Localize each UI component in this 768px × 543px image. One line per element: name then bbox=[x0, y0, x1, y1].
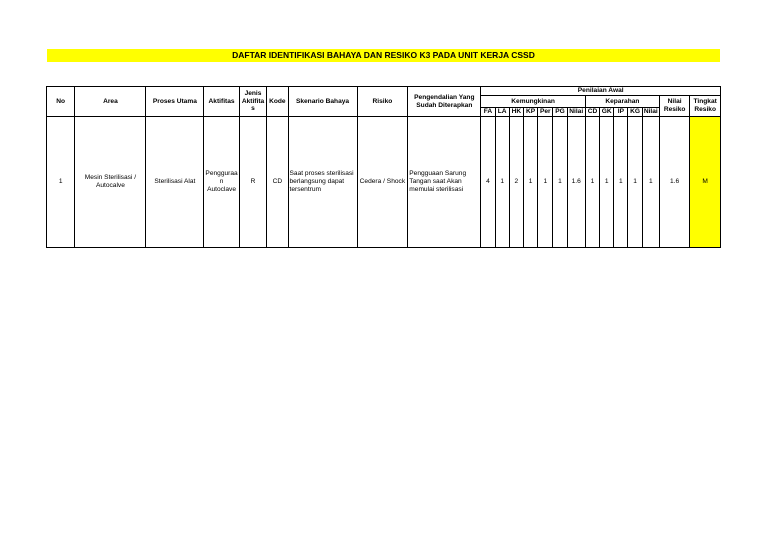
cell-aktifitas: Pengguraa n Autoclave bbox=[204, 117, 240, 248]
cell-nilai-resiko: 1.6 bbox=[659, 117, 689, 248]
header-pg: PG bbox=[553, 108, 567, 117]
cell-nilai-kemungkinan: 1.6 bbox=[567, 117, 585, 248]
cell-jenis-aktifitas: R bbox=[239, 117, 266, 248]
cell-skenario-bahaya: Saat proses sterilisasi berlangsung dapat tersentrum bbox=[288, 117, 357, 248]
header-pengendalian: Pengendalian Yang Sudah Diterapkan bbox=[408, 87, 481, 117]
cell-proses-utama: Sterilisasi Alat bbox=[146, 117, 204, 248]
header-kemungkinan: Kemungkinan bbox=[481, 96, 586, 108]
header-kg: KG bbox=[628, 108, 642, 117]
cell-area: Mesin Sterilisasi / Autocalve bbox=[75, 117, 146, 248]
hazard-risk-table bbox=[46, 86, 721, 248]
header-per: Per bbox=[538, 108, 553, 117]
table-row bbox=[47, 117, 721, 248]
cell-cd: 1 bbox=[585, 117, 599, 248]
cell-ip: 1 bbox=[614, 117, 628, 248]
header-skenario-bahaya: Skenario Bahaya bbox=[288, 87, 357, 117]
cell-risiko: Cedera / Shock bbox=[357, 117, 408, 248]
cell-kg: 1 bbox=[628, 117, 642, 248]
header-proses-utama: Proses Utama bbox=[146, 87, 204, 117]
header-la: LA bbox=[495, 108, 509, 117]
header-penilaian-awal: Penilaian Awal bbox=[481, 87, 721, 96]
header-fa: FA bbox=[481, 108, 495, 117]
header-jenis-aktifitas: Jenis Aktifita s bbox=[239, 87, 266, 117]
header-nilai-kemungkinan: Nilai bbox=[567, 108, 585, 117]
cell-la: 1 bbox=[495, 117, 509, 248]
header-nilai-keparahan: Nilai bbox=[643, 108, 658, 116]
cell-pg: 1 bbox=[553, 117, 567, 248]
cell-nilai-keparahan: 1 bbox=[642, 117, 659, 248]
cell-no: 1 bbox=[47, 117, 75, 248]
cell-tingkat-resiko: M bbox=[690, 117, 721, 248]
header-gk: GK bbox=[600, 108, 614, 117]
cell-gk: 1 bbox=[600, 117, 614, 248]
document-title: DAFTAR IDENTIFIKASI BAHAYA DAN RESIKO K3 PADA UNIT KERJA CSSD bbox=[47, 49, 720, 62]
header-nilai-resiko: Nilai Resiko bbox=[659, 96, 689, 117]
cell-hk: 2 bbox=[509, 117, 523, 248]
header-aktifitas: Aktifitas bbox=[204, 87, 240, 117]
cell-fa: 4 bbox=[481, 117, 495, 248]
header-tingkat-resiko: Tingkat Resiko bbox=[690, 96, 721, 117]
header-hk: HK bbox=[509, 108, 523, 117]
header-kp: KP bbox=[523, 108, 537, 117]
header-no: No bbox=[47, 87, 75, 117]
cell-kode: CD bbox=[267, 117, 288, 248]
header-kode: Kode bbox=[267, 87, 288, 117]
header-cd: CD bbox=[585, 108, 599, 117]
cell-pengendalian: Pengguaan Sarung Tangan saat Akan memulai sterilisasi bbox=[408, 117, 481, 248]
header-keparahan: Keparahan bbox=[585, 96, 659, 108]
header-area: Area bbox=[75, 87, 146, 117]
cell-kp: 1 bbox=[523, 117, 537, 248]
header-ip: IP bbox=[614, 108, 628, 117]
header-risiko: Risiko bbox=[357, 87, 408, 117]
cell-per: 1 bbox=[538, 117, 553, 248]
